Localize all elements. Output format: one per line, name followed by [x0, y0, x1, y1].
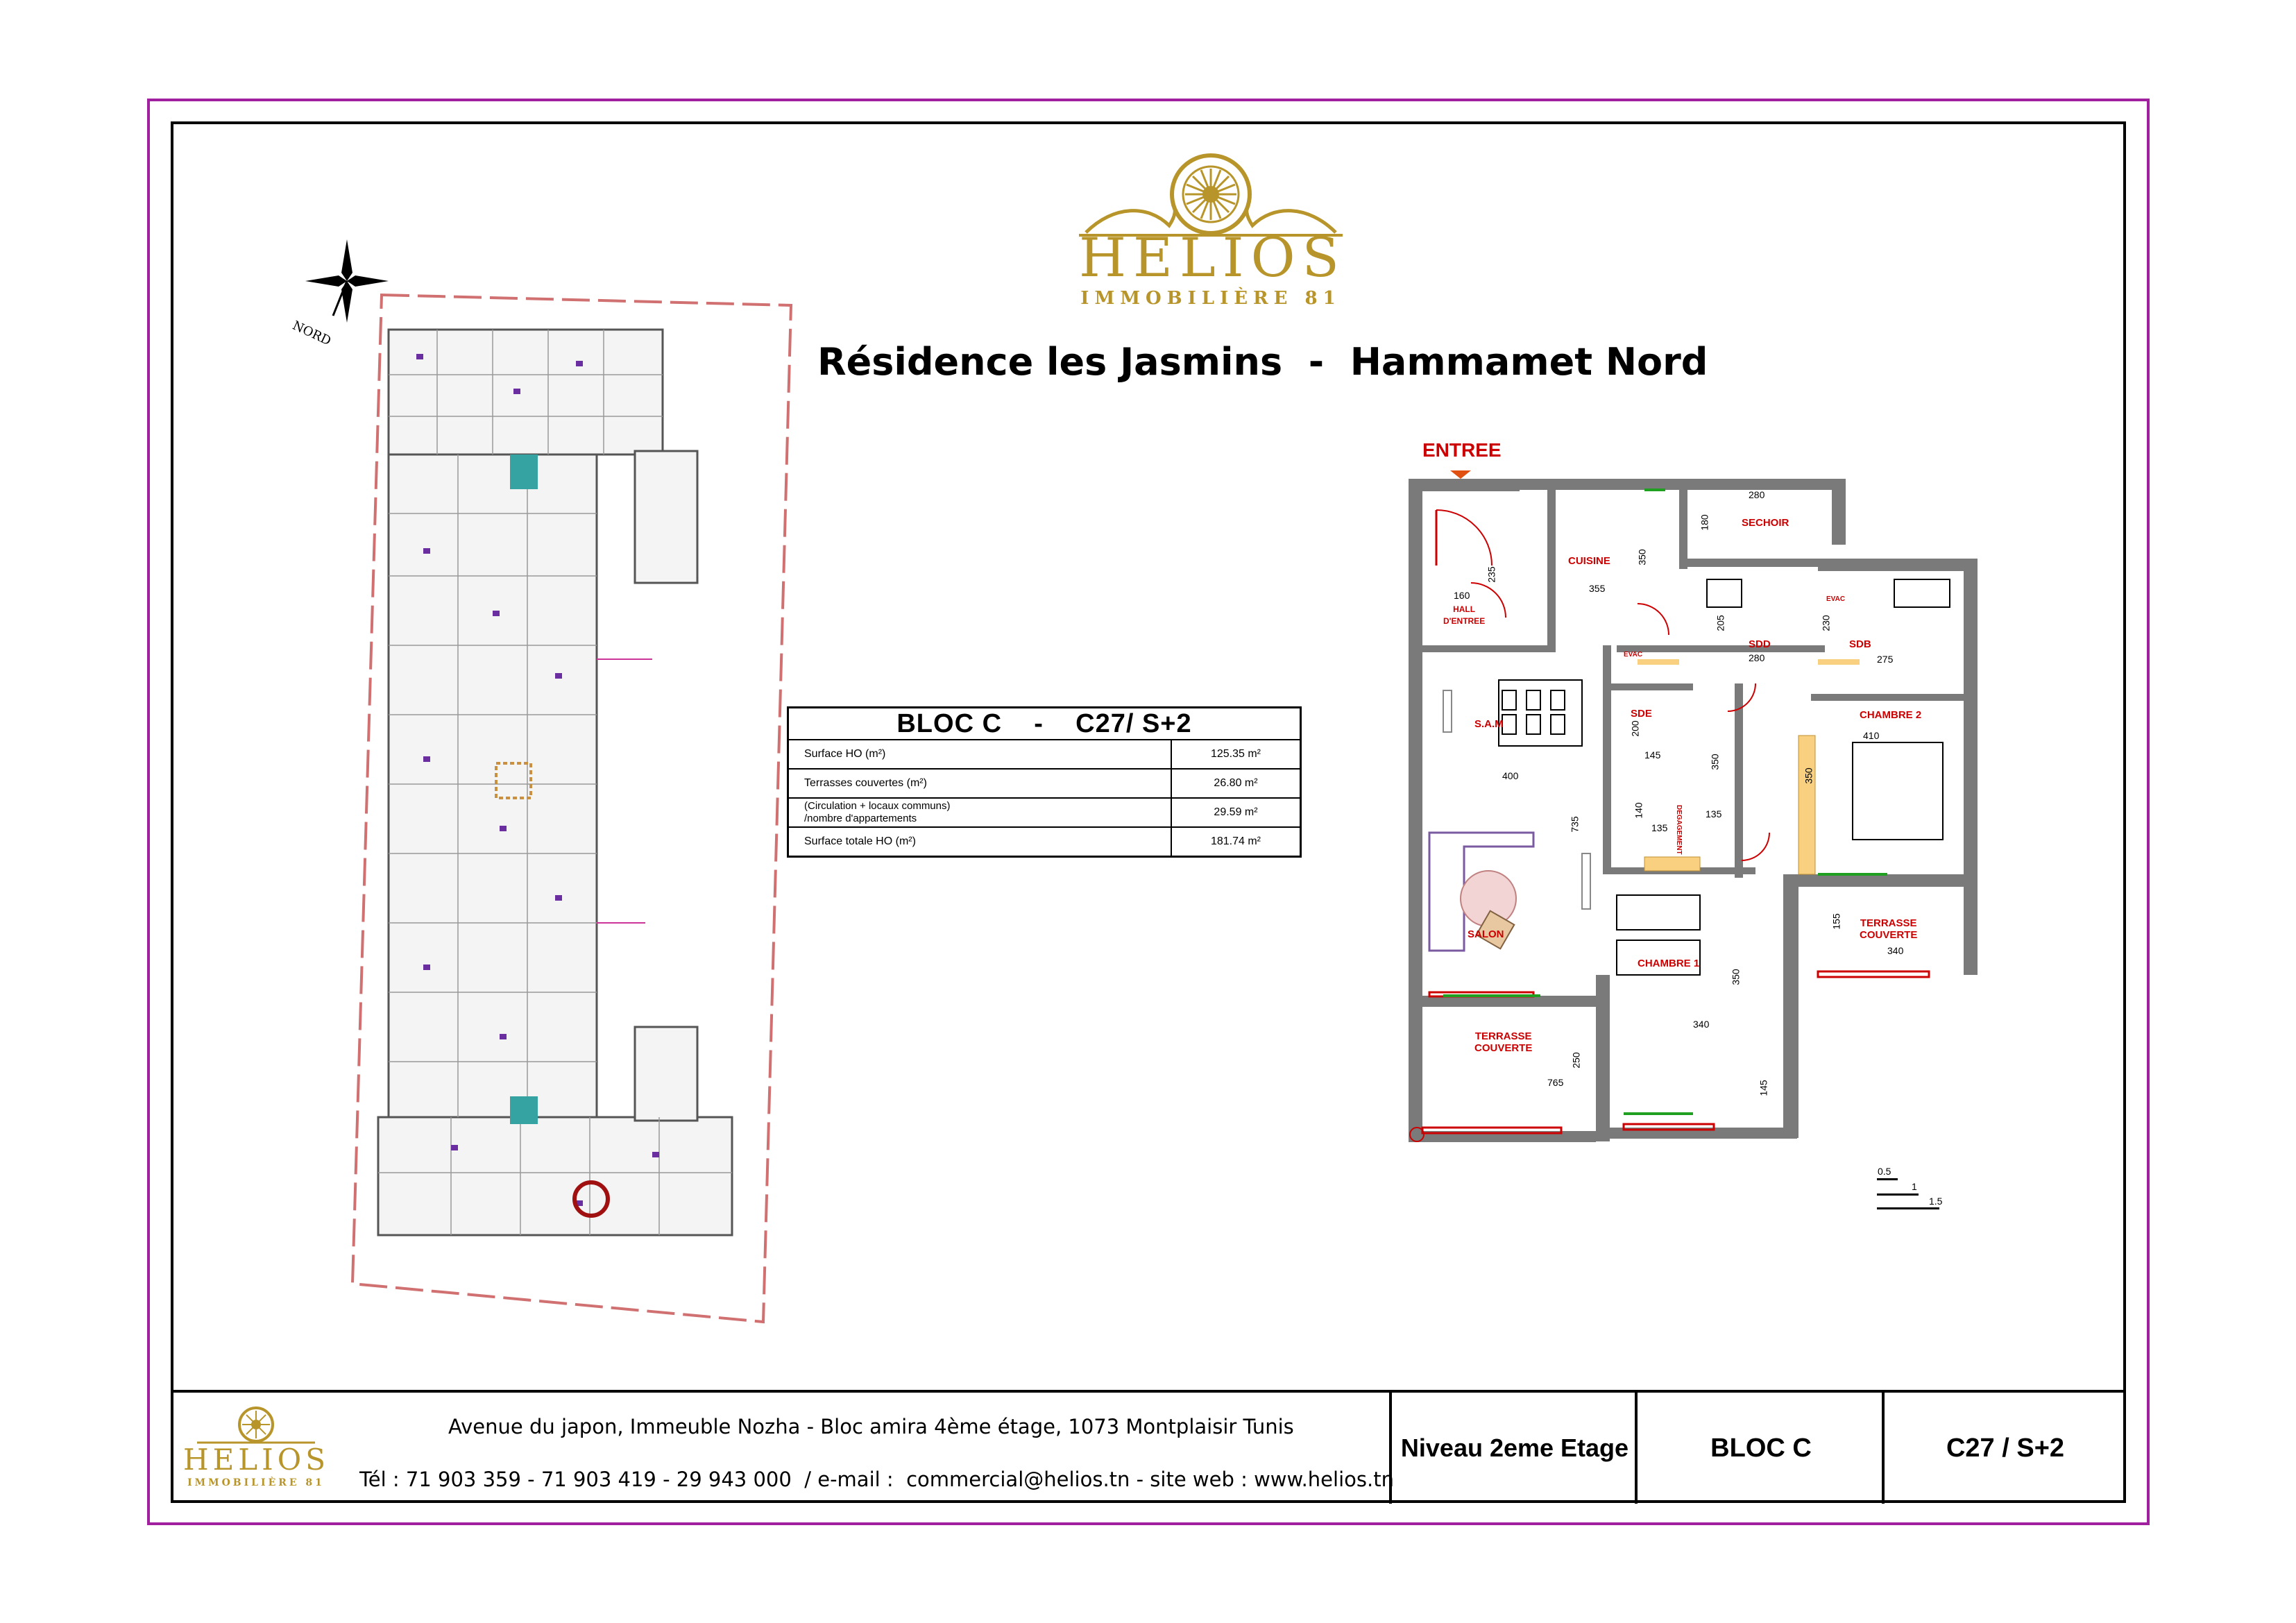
footer-level: Niveau 2eme Etage — [1389, 1393, 1638, 1504]
dim-label: 205 — [1715, 615, 1726, 631]
row-value: 26.80 m² — [1171, 769, 1301, 798]
footer-contact: Tél : 71 903 359 - 71 903 419 - 29 943 000 / e-mail : commercial@helios.tn - site web : www.helios.tn — [359, 1468, 1394, 1491]
dim-label: 145 — [1758, 1080, 1769, 1096]
dim-label: 250 — [1570, 1052, 1582, 1069]
scale-bar — [1873, 1166, 1957, 1221]
footer-brand-tagline: IMMOBILIÈRE 81 — [187, 1477, 325, 1488]
row-label: (Circulation + locaux communs) /nombre d'appartements — [788, 798, 1172, 827]
dim-label: 350 — [1636, 549, 1648, 566]
dim-label: 230 — [1820, 615, 1832, 631]
footer-bloc: BLOC C — [1635, 1393, 1885, 1504]
bloc-surface-table — [787, 706, 1302, 858]
room-sde: SDE — [1631, 708, 1652, 720]
row-label: Terrasses couvertes (m²) — [788, 769, 1172, 798]
building-bottom-annex — [635, 1027, 697, 1121]
brand-logo — [1072, 149, 1350, 316]
dim-label: 350 — [1730, 969, 1742, 985]
dim-label: 145 — [1644, 749, 1661, 760]
site-plan — [347, 284, 805, 1325]
row-label: Surface totale HO (m²) — [788, 827, 1172, 857]
row-label: Surface HO (m²) — [788, 740, 1172, 769]
footer-unit: C27 / S+2 — [1882, 1393, 2126, 1504]
footer-address: Avenue du japon, Immeuble Nozha - Bloc amira 4ème étage, 1073 Montplaisir Tunis — [448, 1415, 1294, 1438]
room-salon: SALON — [1468, 928, 1504, 940]
dim-label: 350 — [1803, 767, 1814, 784]
dim-label: 355 — [1589, 583, 1606, 594]
row-value: 29.59 m² — [1171, 798, 1301, 827]
page-title: Résidence les Jasmins - Hammamet Nord — [817, 340, 1708, 384]
brand-tagline: IMMOBILIÈRE 81 — [1080, 288, 1341, 309]
room-cuisine: CUISINE — [1568, 555, 1610, 567]
room-hall: HALL D'ENTREE — [1443, 604, 1486, 626]
row-value: 181.74 m² — [1171, 827, 1301, 857]
room-evac-1: EVAC — [1624, 651, 1643, 658]
footer-logo — [183, 1404, 329, 1494]
entry-label: ENTREE — [1422, 439, 1502, 461]
building-top-annex — [635, 451, 697, 583]
dim-label: 735 — [1569, 816, 1581, 833]
sun-emblem-icon — [183, 1404, 329, 1445]
scale-label: 1 — [1912, 1181, 1917, 1192]
dim-label: 400 — [1502, 770, 1519, 781]
compass-label: NORD — [290, 318, 334, 349]
dim-label: 135 — [1706, 808, 1722, 819]
apartment-plan — [1402, 439, 1978, 1152]
room-terrasse-1: TERRASSE COUVERTE — [1474, 1030, 1533, 1054]
room-chambre1: CHAMBRE 1 — [1638, 958, 1700, 969]
bloc-table-header: BLOC C - C27/ S+2 — [788, 708, 1301, 740]
room-degagement: DEGAGEMENT — [1675, 805, 1683, 855]
room-sdd: SDD — [1749, 638, 1771, 650]
room-evac-2: EVAC — [1826, 595, 1846, 603]
dim-label: 280 — [1749, 489, 1765, 500]
dim-label: 340 — [1887, 945, 1904, 956]
dim-label: 200 — [1629, 720, 1641, 737]
room-sdb: SDB — [1849, 638, 1871, 650]
dim-label: 155 — [1830, 913, 1842, 930]
dim-label: 160 — [1454, 590, 1470, 601]
scale-label: 0.5 — [1878, 1166, 1891, 1177]
building-wing-bottom — [378, 1117, 732, 1235]
table-row — [788, 740, 1301, 769]
building-spine — [389, 454, 597, 1232]
room-sam: S.A.M — [1474, 718, 1504, 730]
dim-label: 280 — [1749, 652, 1765, 663]
dim-label: 410 — [1863, 730, 1880, 741]
footer-brand-name: HELIOS — [183, 1443, 330, 1477]
dim-label: 765 — [1547, 1077, 1564, 1088]
brand-name: HELIOS — [1079, 227, 1346, 289]
sun-emblem-icon — [1072, 149, 1350, 239]
footer — [171, 1390, 2126, 1504]
table-row — [788, 798, 1301, 827]
dim-label: 180 — [1699, 514, 1710, 531]
dim-label: 350 — [1709, 754, 1721, 770]
table-row — [788, 769, 1301, 798]
dim-label: 140 — [1633, 802, 1644, 819]
dim-label: 235 — [1486, 566, 1497, 583]
scale-label: 1.5 — [1929, 1196, 1943, 1207]
dim-label: 340 — [1693, 1019, 1710, 1030]
room-terrasse-2: TERRASSE COUVERTE — [1860, 917, 1918, 941]
dim-label: 275 — [1877, 654, 1894, 665]
table-row — [788, 827, 1301, 857]
building-wing-top — [389, 330, 663, 454]
dim-label: 135 — [1651, 822, 1668, 833]
room-sechoir: SECHOIR — [1742, 517, 1789, 529]
room-chambre2: CHAMBRE 2 — [1860, 709, 1922, 721]
row-value: 125.35 m² — [1171, 740, 1301, 769]
